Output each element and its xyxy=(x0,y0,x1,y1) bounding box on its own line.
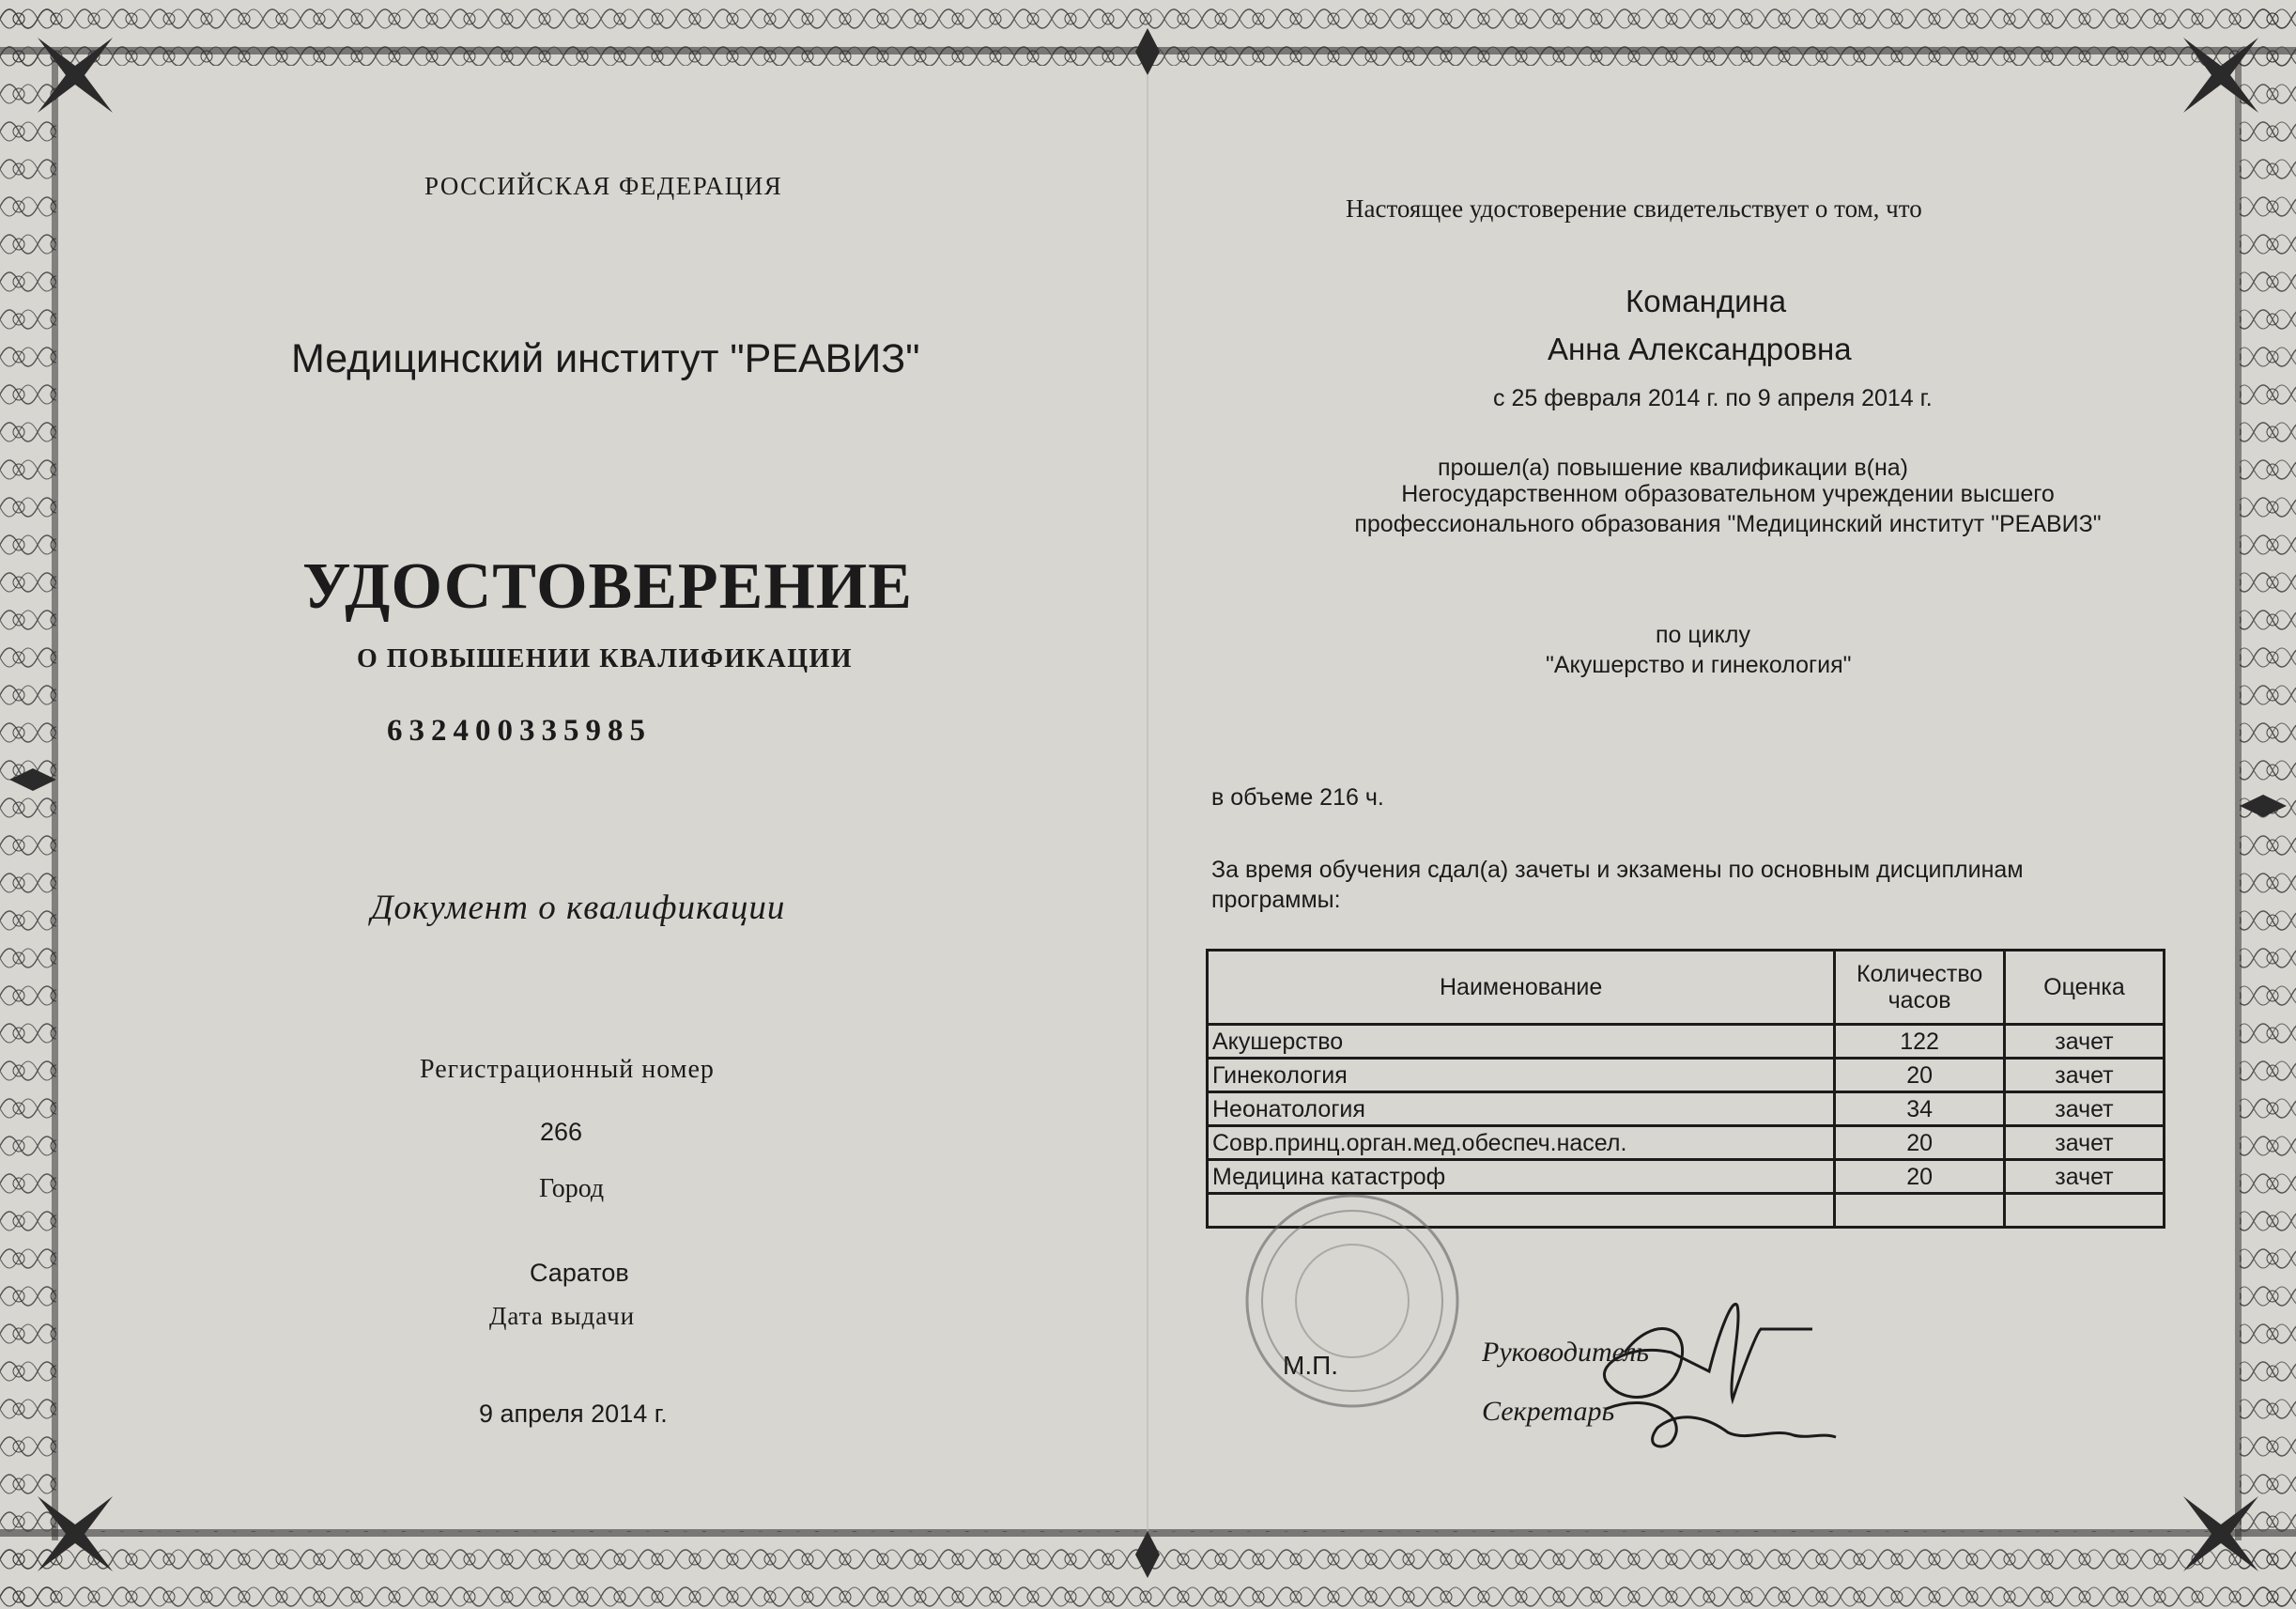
discipline-hours: 20 xyxy=(1835,1059,2005,1092)
issue-date-value: 9 апреля 2014 г. xyxy=(479,1400,668,1428)
discipline-grade: зачет xyxy=(2004,1160,2164,1194)
table-row xyxy=(1208,1059,2165,1092)
holder-given-names: Анна Александровна xyxy=(1548,332,1852,366)
issue-date-label: Дата выдачи xyxy=(489,1302,636,1330)
discipline-grade xyxy=(2004,1194,2164,1228)
discipline-grade: зачет xyxy=(2004,1059,2164,1092)
discipline-name: Гинекология xyxy=(1208,1059,1835,1092)
header-hours: Количество часов xyxy=(1835,951,2005,1025)
city-value: Саратов xyxy=(530,1259,629,1287)
discipline-grade: зачет xyxy=(2004,1025,2164,1059)
certifies-statement: Настоящее удостоверение свидетельствует о том, что xyxy=(1346,194,1922,223)
training-period: с 25 февраля 2014 г. по 9 апреля 2014 г. xyxy=(1493,385,1933,411)
training-volume: в объеме 216 ч. xyxy=(1211,784,1384,811)
header-name: Наименование xyxy=(1208,951,1835,1025)
discipline-hours: 20 xyxy=(1835,1126,2005,1160)
discipline-name: Акушерство xyxy=(1208,1025,1835,1059)
discipline-name: Медицина катастроф xyxy=(1208,1160,1835,1194)
document-title: УДОСТОВЕРЕНИЕ xyxy=(302,550,913,623)
cycle-label: по циклу xyxy=(1656,622,1750,648)
document-number: 632400335985 xyxy=(387,714,652,748)
table-header-row xyxy=(1208,951,2165,1025)
official-seal-icon xyxy=(1240,1188,1465,1414)
table-row xyxy=(1208,1092,2165,1126)
country-heading: РОССИЙСКАЯ ФЕДЕРАЦИЯ xyxy=(424,172,783,200)
document-kind: Документ о квалификации xyxy=(371,889,786,927)
holder-surname: Командина xyxy=(1626,284,1787,318)
discipline-hours xyxy=(1835,1194,2005,1228)
grades-table xyxy=(1206,949,2165,1229)
discipline-hours: 20 xyxy=(1835,1160,2005,1194)
discipline-hours: 34 xyxy=(1835,1092,2005,1126)
discipline-name: Совр.принц.орган.мед.обеспеч.насел. xyxy=(1208,1126,1835,1160)
discipline-grade: зачет xyxy=(2004,1126,2164,1160)
header-grade: Оценка xyxy=(2004,951,2164,1025)
table-row xyxy=(1208,1126,2165,1160)
document-subtitle: О ПОВЫШЕНИИ КВАЛИФИКАЦИИ xyxy=(357,644,854,673)
exams-statement: За время обучения сдал(а) зачеты и экзамены по основным дисциплинам программы: xyxy=(1211,857,2024,913)
cycle-name: "Акушерство и гинекология" xyxy=(1546,652,1852,678)
institute-name: Медицинский институт "РЕАВИЗ" xyxy=(291,336,920,381)
discipline-name: Неонатология xyxy=(1208,1092,1835,1126)
registration-label: Регистрационный номер xyxy=(420,1055,715,1084)
registration-number: 266 xyxy=(540,1118,583,1146)
passed-statement: прошел(а) повышение квалификации в(на) xyxy=(1438,455,1908,481)
discipline-grade: зачет xyxy=(2004,1092,2164,1126)
city-label: Город xyxy=(539,1174,605,1203)
stamp-place-label: М.П. xyxy=(1283,1351,1339,1380)
discipline-hours: 122 xyxy=(1835,1025,2005,1059)
secretary-signature-label: Секретарь xyxy=(1482,1396,1615,1427)
handwritten-signature xyxy=(1568,1277,1878,1456)
organization-name: Негосударственном образовательном учреждении высшего профессионального образования "Медицинский институт "РЕАВИЗ" xyxy=(1354,481,2102,537)
table-row xyxy=(1208,1025,2165,1059)
head-signature-label: Руководитель xyxy=(1482,1337,1649,1368)
